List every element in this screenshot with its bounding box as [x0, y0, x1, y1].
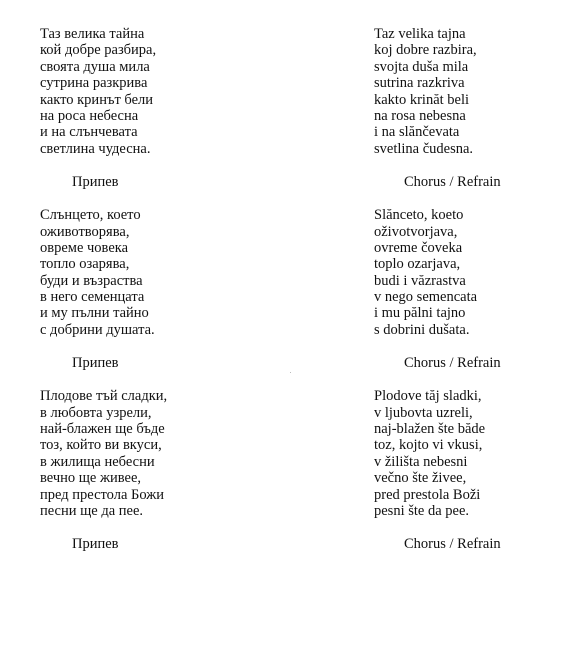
- lyric-line: Taz velika tajna: [374, 26, 466, 42]
- chorus-label-english: Chorus / Refrain: [404, 536, 501, 553]
- lyric-line: Slănceto, koeto: [374, 207, 464, 224]
- lyric-line: овреме човека: [40, 239, 129, 256]
- lyric-line: пред престола Божи: [40, 486, 164, 503]
- lyric-line: Плодове тъй сладки,: [40, 388, 168, 405]
- stanza-3-bulgarian: [40, 388, 167, 519]
- lyric-line: в него семенцата: [40, 289, 145, 306]
- lyric-line: na rosa nebesna: [374, 107, 466, 124]
- lyric-line: i mu pălni tajno: [374, 305, 466, 322]
- lyric-line: pred prestola Boži: [374, 486, 481, 503]
- lyric-line: песни ще да пее.: [40, 502, 144, 519]
- lyric-line: koj dobre razbira,: [374, 42, 477, 59]
- stanza-1-bulgarian: [40, 26, 167, 157]
- lyric-line: топло озарява,: [40, 256, 130, 273]
- lyric-line: Слънцето, което: [40, 207, 141, 224]
- lyric-line: v ljubovta uzreli,: [374, 404, 473, 421]
- stanza-3-transliteration: [374, 388, 501, 519]
- lyric-line: naj-blažen šte băde: [374, 421, 486, 438]
- stanza-2-transliteration: [374, 207, 501, 338]
- bulgarian-lyrics-column: [40, 26, 167, 552]
- lyric-line: на роса небесна: [40, 107, 139, 124]
- lyric-line: svetlina čudesna.: [374, 140, 474, 157]
- lyric-line: Plodove tăj sladki,: [374, 388, 482, 405]
- lyric-line: светлина чудесна.: [40, 140, 151, 157]
- lyric-line: s dobrini dušata.: [374, 321, 470, 338]
- lyric-line: i na slănčevata: [374, 124, 460, 141]
- chorus-label-bulgarian: Припев: [72, 174, 119, 191]
- lyric-line: Таз велика тайна: [40, 26, 145, 42]
- lyric-line: най-блажен ще бъде: [40, 421, 165, 438]
- lyric-line: budi i văzrastva: [374, 272, 466, 289]
- lyric-line: kakto krinăt beli: [374, 91, 470, 108]
- transliteration-column: [374, 26, 501, 552]
- lyric-line: и на слънчевата: [40, 124, 138, 141]
- lyric-line: v nego semencata: [374, 289, 478, 306]
- lyric-line: в любовта узрели,: [40, 404, 152, 421]
- stanza-1-transliteration: [374, 26, 501, 157]
- lyric-line: pesni šte da pee.: [374, 502, 470, 519]
- lyric-line: тоз, който ви вкуси,: [40, 437, 162, 454]
- stray-dot: [290, 372, 291, 373]
- chorus-label-english: Chorus / Refrain: [404, 174, 501, 191]
- lyric-line: вечно ще живее,: [40, 470, 142, 487]
- lyric-line: оживотворява,: [40, 223, 130, 240]
- lyric-line: večno šte živee,: [374, 470, 467, 487]
- lyric-line: v žilišta nebesni: [374, 453, 468, 470]
- lyric-line: своята душа мила: [40, 58, 150, 75]
- lyric-line: oživotvorjava,: [374, 223, 458, 240]
- chorus-label-bulgarian: Припев: [72, 355, 119, 372]
- lyric-line: с добрини душата.: [40, 321, 155, 338]
- lyric-line: и му пълни тайно: [40, 305, 149, 322]
- lyric-line: кой добре разбира,: [40, 42, 157, 59]
- chorus-label-bulgarian: Припев: [72, 536, 119, 553]
- lyric-line: toplo ozarjava,: [374, 256, 461, 273]
- chorus-label-english: Chorus / Refrain: [404, 355, 501, 372]
- lyric-line: буди и възраства: [40, 272, 143, 289]
- stanza-2-bulgarian: [40, 207, 167, 338]
- lyric-line: sutrina razkriva: [374, 75, 465, 92]
- lyric-line: toz, kojto vi vkusi,: [374, 437, 483, 454]
- lyric-line: svojta duša mila: [374, 58, 469, 75]
- lyric-line: сутрина разкрива: [40, 75, 148, 92]
- lyric-line: както кринът бели: [40, 91, 154, 108]
- lyric-line: в жилища небесни: [40, 453, 155, 470]
- lyric-line: ovreme čoveka: [374, 239, 463, 256]
